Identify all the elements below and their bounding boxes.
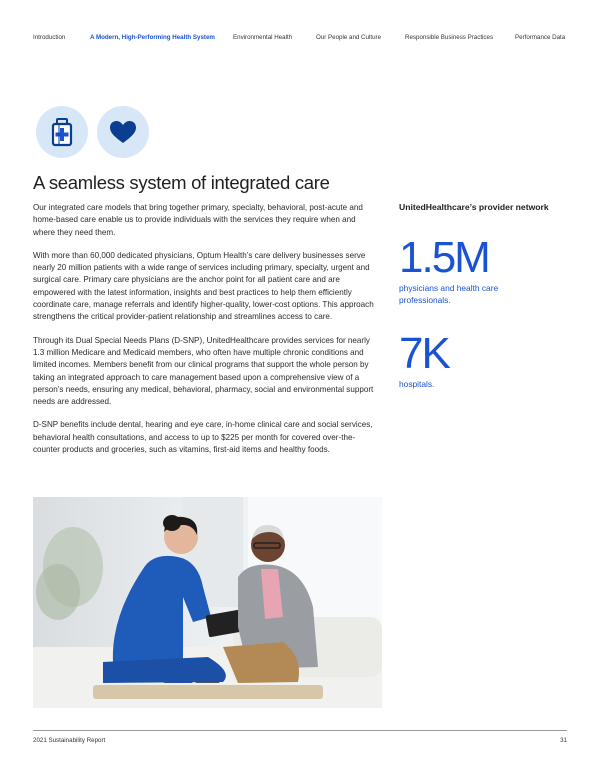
footer-divider <box>33 730 567 731</box>
stat-hospitals-description: hospitals. <box>399 379 435 389</box>
nav-item-environmental-health[interactable]: Environmental Health <box>233 34 293 41</box>
nav-item-performance-data[interactable]: Performance Data <box>515 34 566 41</box>
heart-icon <box>97 106 149 158</box>
sidebar-title: UnitedHealthcare’s provider network <box>399 202 549 212</box>
nurse-patient-photo <box>33 497 382 708</box>
body-text <box>33 202 378 467</box>
stat-physicians-number: 1.5M <box>399 233 489 282</box>
body-paragraph: Our integrated care models that bring together primary, specialty, behavioral, post-acute and home-based care enable us to provide individuals with the services they require when and where they need them. <box>33 203 363 237</box>
footer-page-number: 31 <box>560 737 567 744</box>
body-paragraph: D-SNP benefits include dental, hearing and eye care, in-home clinical care and social services, behavioral health consultations, and access to up to $225 per month for covered over-the-counter products and groceries, such as vitamins, first-aid items and healthy foods. <box>33 420 373 455</box>
nav-item-responsible-business[interactable]: Responsible Business Practices <box>405 34 494 41</box>
nav-item-health-system[interactable]: A Modern, High-Performing Health System <box>90 34 215 41</box>
nav-item-introduction[interactable]: Introduction <box>33 34 66 41</box>
stat-physicians-description: physicians and health care professionals. <box>399 283 499 305</box>
body-paragraph: Through its Dual Special Needs Plans (D-SNP), UnitedHealthcare provides services for nearly 1.3 million Medicare and Medicaid members, who often have multiple chronic conditions and limited incomes. Members benefit from our clinical programs that support the whole person by taking an integrated approach to care management based upon a comprehensive view of a person’s needs, ensuring any medical, behavioral, pharmacy, social and environmental support needs are addressed. <box>33 335 374 407</box>
footer-report-name: 2021 Sustainability Report <box>33 737 106 744</box>
page-title: A seamless system of integrated care <box>33 172 330 193</box>
top-navigation <box>33 34 567 46</box>
medical-bag-icon <box>36 106 88 158</box>
nav-item-people-culture[interactable]: Our People and Culture <box>316 34 382 41</box>
provider-network-sidebar <box>399 202 569 391</box>
stat-hospitals-number: 7K <box>399 329 449 378</box>
body-paragraph: With more than 60,000 dedicated physicians, Optum Health’s care delivery businesses serve nearly 20 million patients with a wide range of services including primary, specialty, urgent and surgical care. Primary care physicians are the anchor point for all patient care and are empowered with the latest information, insights and best practices to help them efficiently coordinate care, manage referrals and identify higher-quality, lower-cost options. This approach strengthens the critical provider-patient relationship and streamlines access to care. <box>33 250 374 322</box>
